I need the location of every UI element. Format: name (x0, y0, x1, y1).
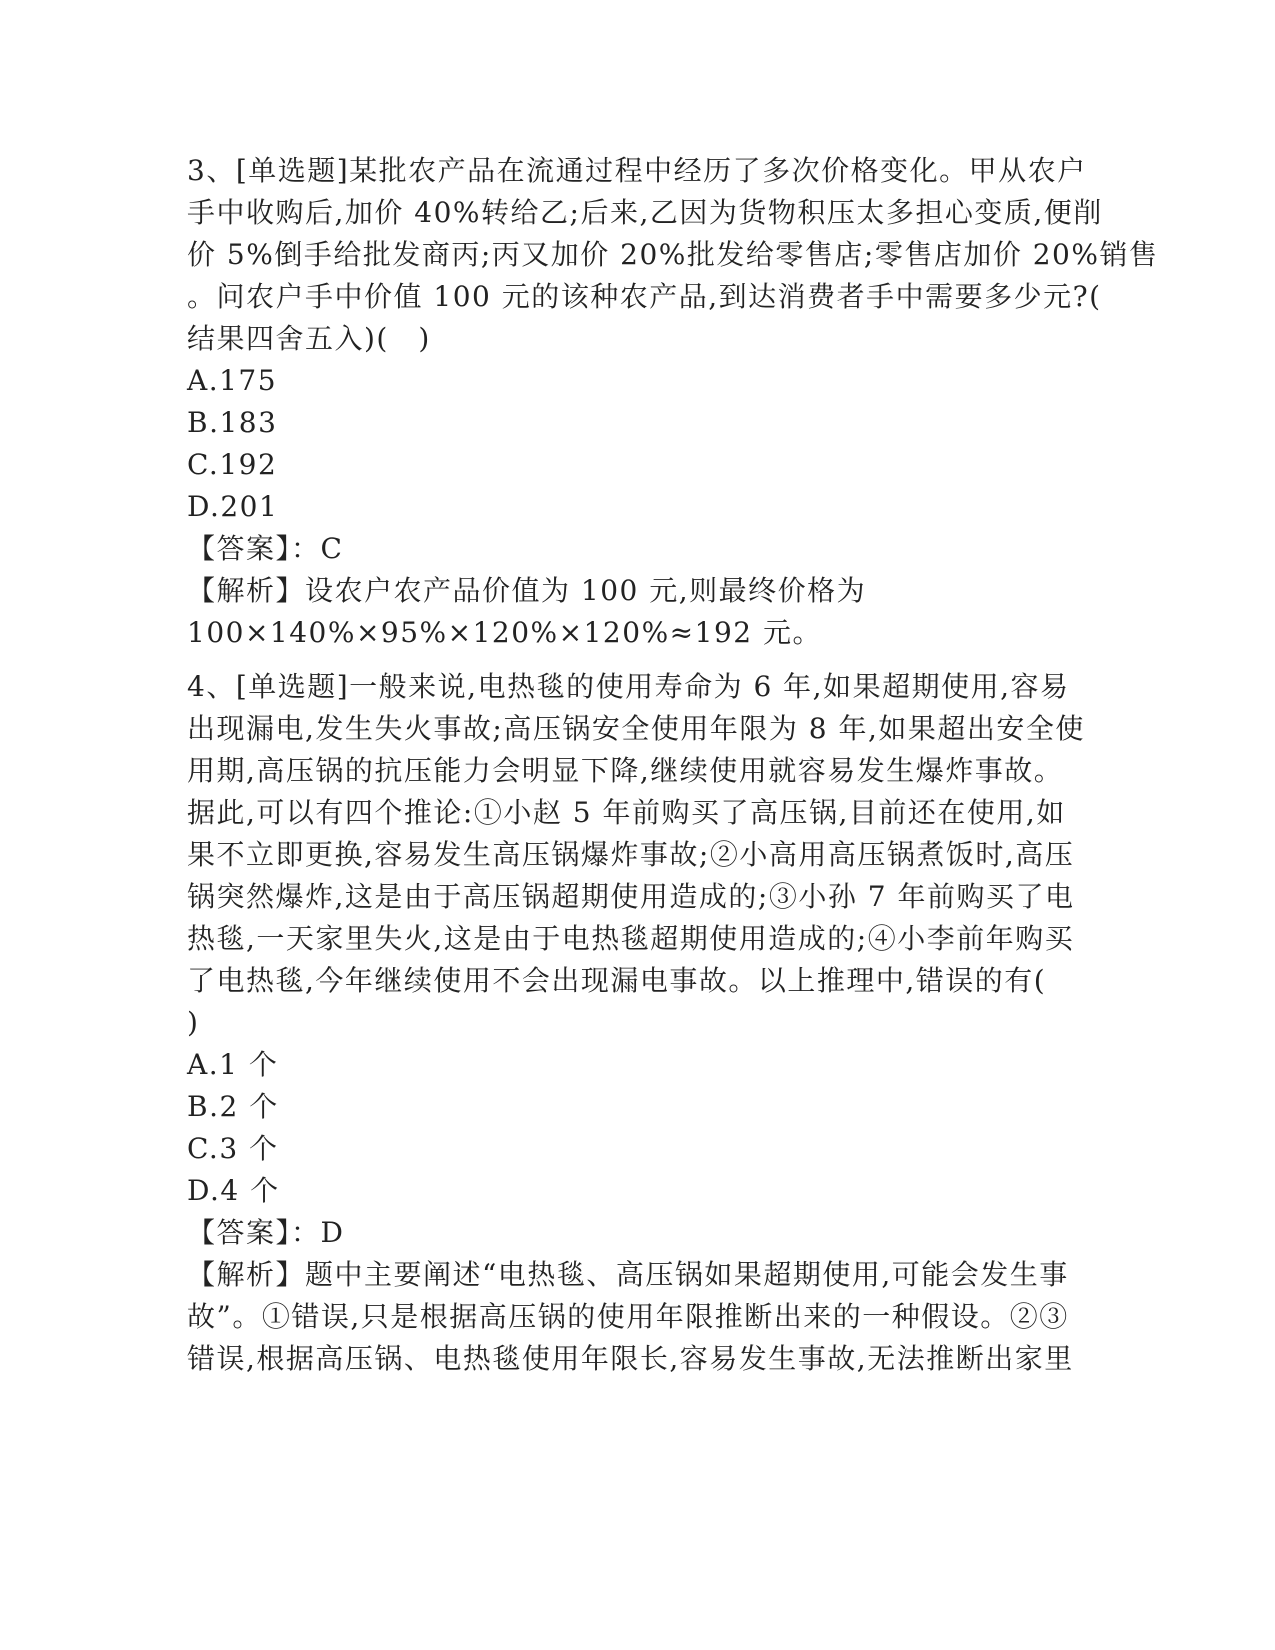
question-4 (187, 666, 1092, 1380)
analysis-line: 100×140%×95%×120%×120%≈192 元。 (187, 616, 822, 649)
question-stem-line: 了电热毯,今年继续使用不会出现漏电事故。以上推理中,错误的有( (187, 964, 1047, 997)
option-c: C.192 (187, 448, 278, 481)
option-d: D.4 个 (187, 1174, 280, 1207)
analysis-line: 【解析】题中主要阐述“电热毯、高压锅如果超期使用,可能会发生事 (187, 1258, 1069, 1291)
question-stem-line: 。问农户手中价值 100 元的该种农产品,到达消费者手中需要多少元?( (187, 280, 1102, 313)
question-3 (187, 150, 1159, 654)
question-stem-line: 用期,高压锅的抗压能力会明显下降,继续使用就容易发生爆炸事故。 (187, 754, 1064, 787)
question-stem-line: 锅突然爆炸,这是由于高压锅超期使用造成的;③小孙 7 年前购买了电 (187, 880, 1075, 913)
option-d: D.201 (187, 490, 279, 523)
analysis-line: 错误,根据高压锅、电热毯使用年限长,容易发生事故,无法推断出家里 (187, 1342, 1074, 1375)
option-c: C.3 个 (187, 1132, 279, 1165)
option-a: A.175 (187, 364, 278, 397)
question-stem-line: 果不立即更换,容易发生高压锅爆炸事故;②小高用高压锅煮饭时,高压 (187, 838, 1075, 871)
document-page (187, 150, 1159, 1392)
question-stem-line: 据此,可以有四个推论:①小赵 5 年前购买了高压锅,目前还在使用,如 (187, 796, 1066, 829)
answer-line: 【答案】：C (187, 532, 344, 565)
question-stem-line: ) (187, 1006, 200, 1039)
question-stem-line: 价 5%倒手给批发商丙;丙又加价 20%批发给零售店;零售店加价 20%销售 (187, 238, 1159, 271)
question-stem-line: 热毯,一天家里失火,这是由于电热毯超期使用造成的;④小李前年购买 (187, 922, 1075, 955)
option-a: A.1 个 (187, 1048, 279, 1081)
question-stem-line: 3、[单选题]某批农产品在流通过程中经历了多次价格变化。甲从农户 (187, 154, 1087, 187)
analysis-line: 【解析】设农户农产品价值为 100 元,则最终价格为 (187, 574, 867, 607)
question-stem-line: 结果四舍五入)( ) (187, 322, 431, 355)
question-stem-line: 4、[单选题]一般来说,电热毯的使用寿命为 6 年,如果超期使用,容易 (187, 670, 1070, 703)
question-stem-line: 出现漏电,发生失火事故;高压锅安全使用年限为 8 年,如果超出安全使 (187, 712, 1085, 745)
option-b: B.183 (187, 406, 278, 439)
question-stem-line: 手中收购后,加价 40%转给乙;后来,乙因为货物积压太多担心变质,便削 (187, 196, 1103, 229)
option-b: B.2 个 (187, 1090, 279, 1123)
answer-line: 【答案】：D (187, 1216, 345, 1249)
analysis-line: 故”。①错误,只是根据高压锅的使用年限推断出来的一种假设。②③ (187, 1300, 1069, 1333)
